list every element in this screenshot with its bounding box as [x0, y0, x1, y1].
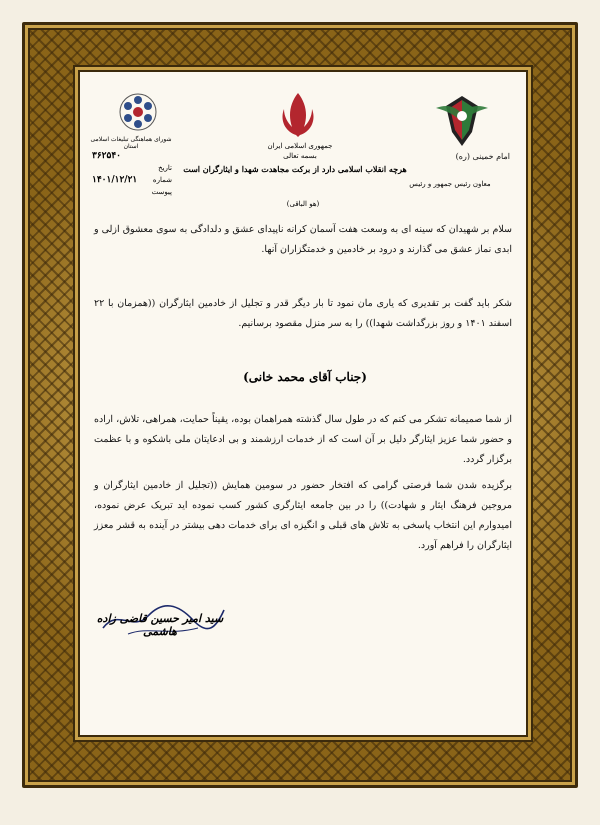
- signatory-name: سید امیر حسین قاضی زاده هاشمی: [96, 612, 224, 638]
- number-row: [92, 174, 172, 186]
- number-value: ۱۴۰۱/۱۲/۲۱: [92, 175, 138, 185]
- attachment-label: پیوست: [151, 188, 172, 196]
- paragraph-3: از شما صمیمانه تشکر می کنم که در طول سال گذشته همراهمان بوده، یقیناً حمایت، همراهی، تلاش، اراده و حضور شما عزیز ایثارگر دلیل بر آن است که از خدمات ارزشمند و بی ادعایتان ملی باشکوه و با عظمت برگزار گردد.: [94, 414, 512, 465]
- letterhead-motto: هرچه انقلاب اسلامی دارد از برکت مجاهدت شهدا و ایثارگران است: [183, 164, 407, 174]
- reg-number: ۳۶۲۵۴۰: [92, 151, 122, 161]
- imam-quote-attribution: امام خمینی (ره): [455, 152, 510, 161]
- council-logo-icon: [116, 90, 160, 134]
- country-name: جمهوری اسلامی ایران: [267, 142, 333, 150]
- date-label: تاریخ: [158, 164, 172, 172]
- opening-invocation: (هو الباقی): [286, 200, 320, 208]
- council-name-line2: استان: [123, 143, 139, 150]
- martyrs-foundation-logo-icon: [432, 92, 492, 150]
- basmala: بسمه تعالی: [283, 152, 317, 160]
- number-label: شماره: [152, 176, 172, 184]
- council-name-line1: شورای هماهنگی تبلیغات اسلامی: [90, 136, 172, 143]
- attachment-row: [92, 186, 172, 198]
- date-row: [92, 162, 172, 174]
- paragraph-4: برگزیده شدن شما فرصتی گرامی که افتخار حضور در سومین همایش ((تجلیل از خادمین ایثارگران و مروجین فرهنگ ایثار و شهادت)) را در بین جامعه ایثارگری کشور کسب نموده اید تبریک عرض نموده، امیدوارم این انتخاب پاسخی به تلاش های قبلی و انگیزه ای برای خدمات دهی بیشتر در آینده به قشر معزز ایثارگران را فراهم آورد.: [94, 480, 512, 551]
- iran-emblem-icon: [270, 87, 326, 143]
- council-name: [86, 136, 176, 150]
- letter-meta: [92, 150, 172, 198]
- recipient-name: (جناب آقای محمد خانی): [243, 370, 367, 384]
- org-caption: معاون رئیس جمهور و رئیس: [409, 180, 491, 188]
- paragraph-1: سلام بر شهیدان که سینه ای به وسعت هفت آسمان کرانه ناپیدای عشق و دلدادگی به سوی معشوق ازلی و ابدی نماز عشق می گذارند و درود بر خادمین و خدمتگزاران آنها.: [94, 224, 512, 255]
- paragraph-2: شکر باید گفت بر تقدیری که یاری مان نمود تا بار دیگر قدر و تجلیل از خادمین ایثارگران ((همزمان با ۲۲ اسفند ۱۴۰۱ و روز بزرگداشت شهدا)) را به سر منزل مقصود برسانیم.: [94, 298, 512, 329]
- reg-number-row: [92, 150, 172, 162]
- certificate-paper: [78, 70, 528, 737]
